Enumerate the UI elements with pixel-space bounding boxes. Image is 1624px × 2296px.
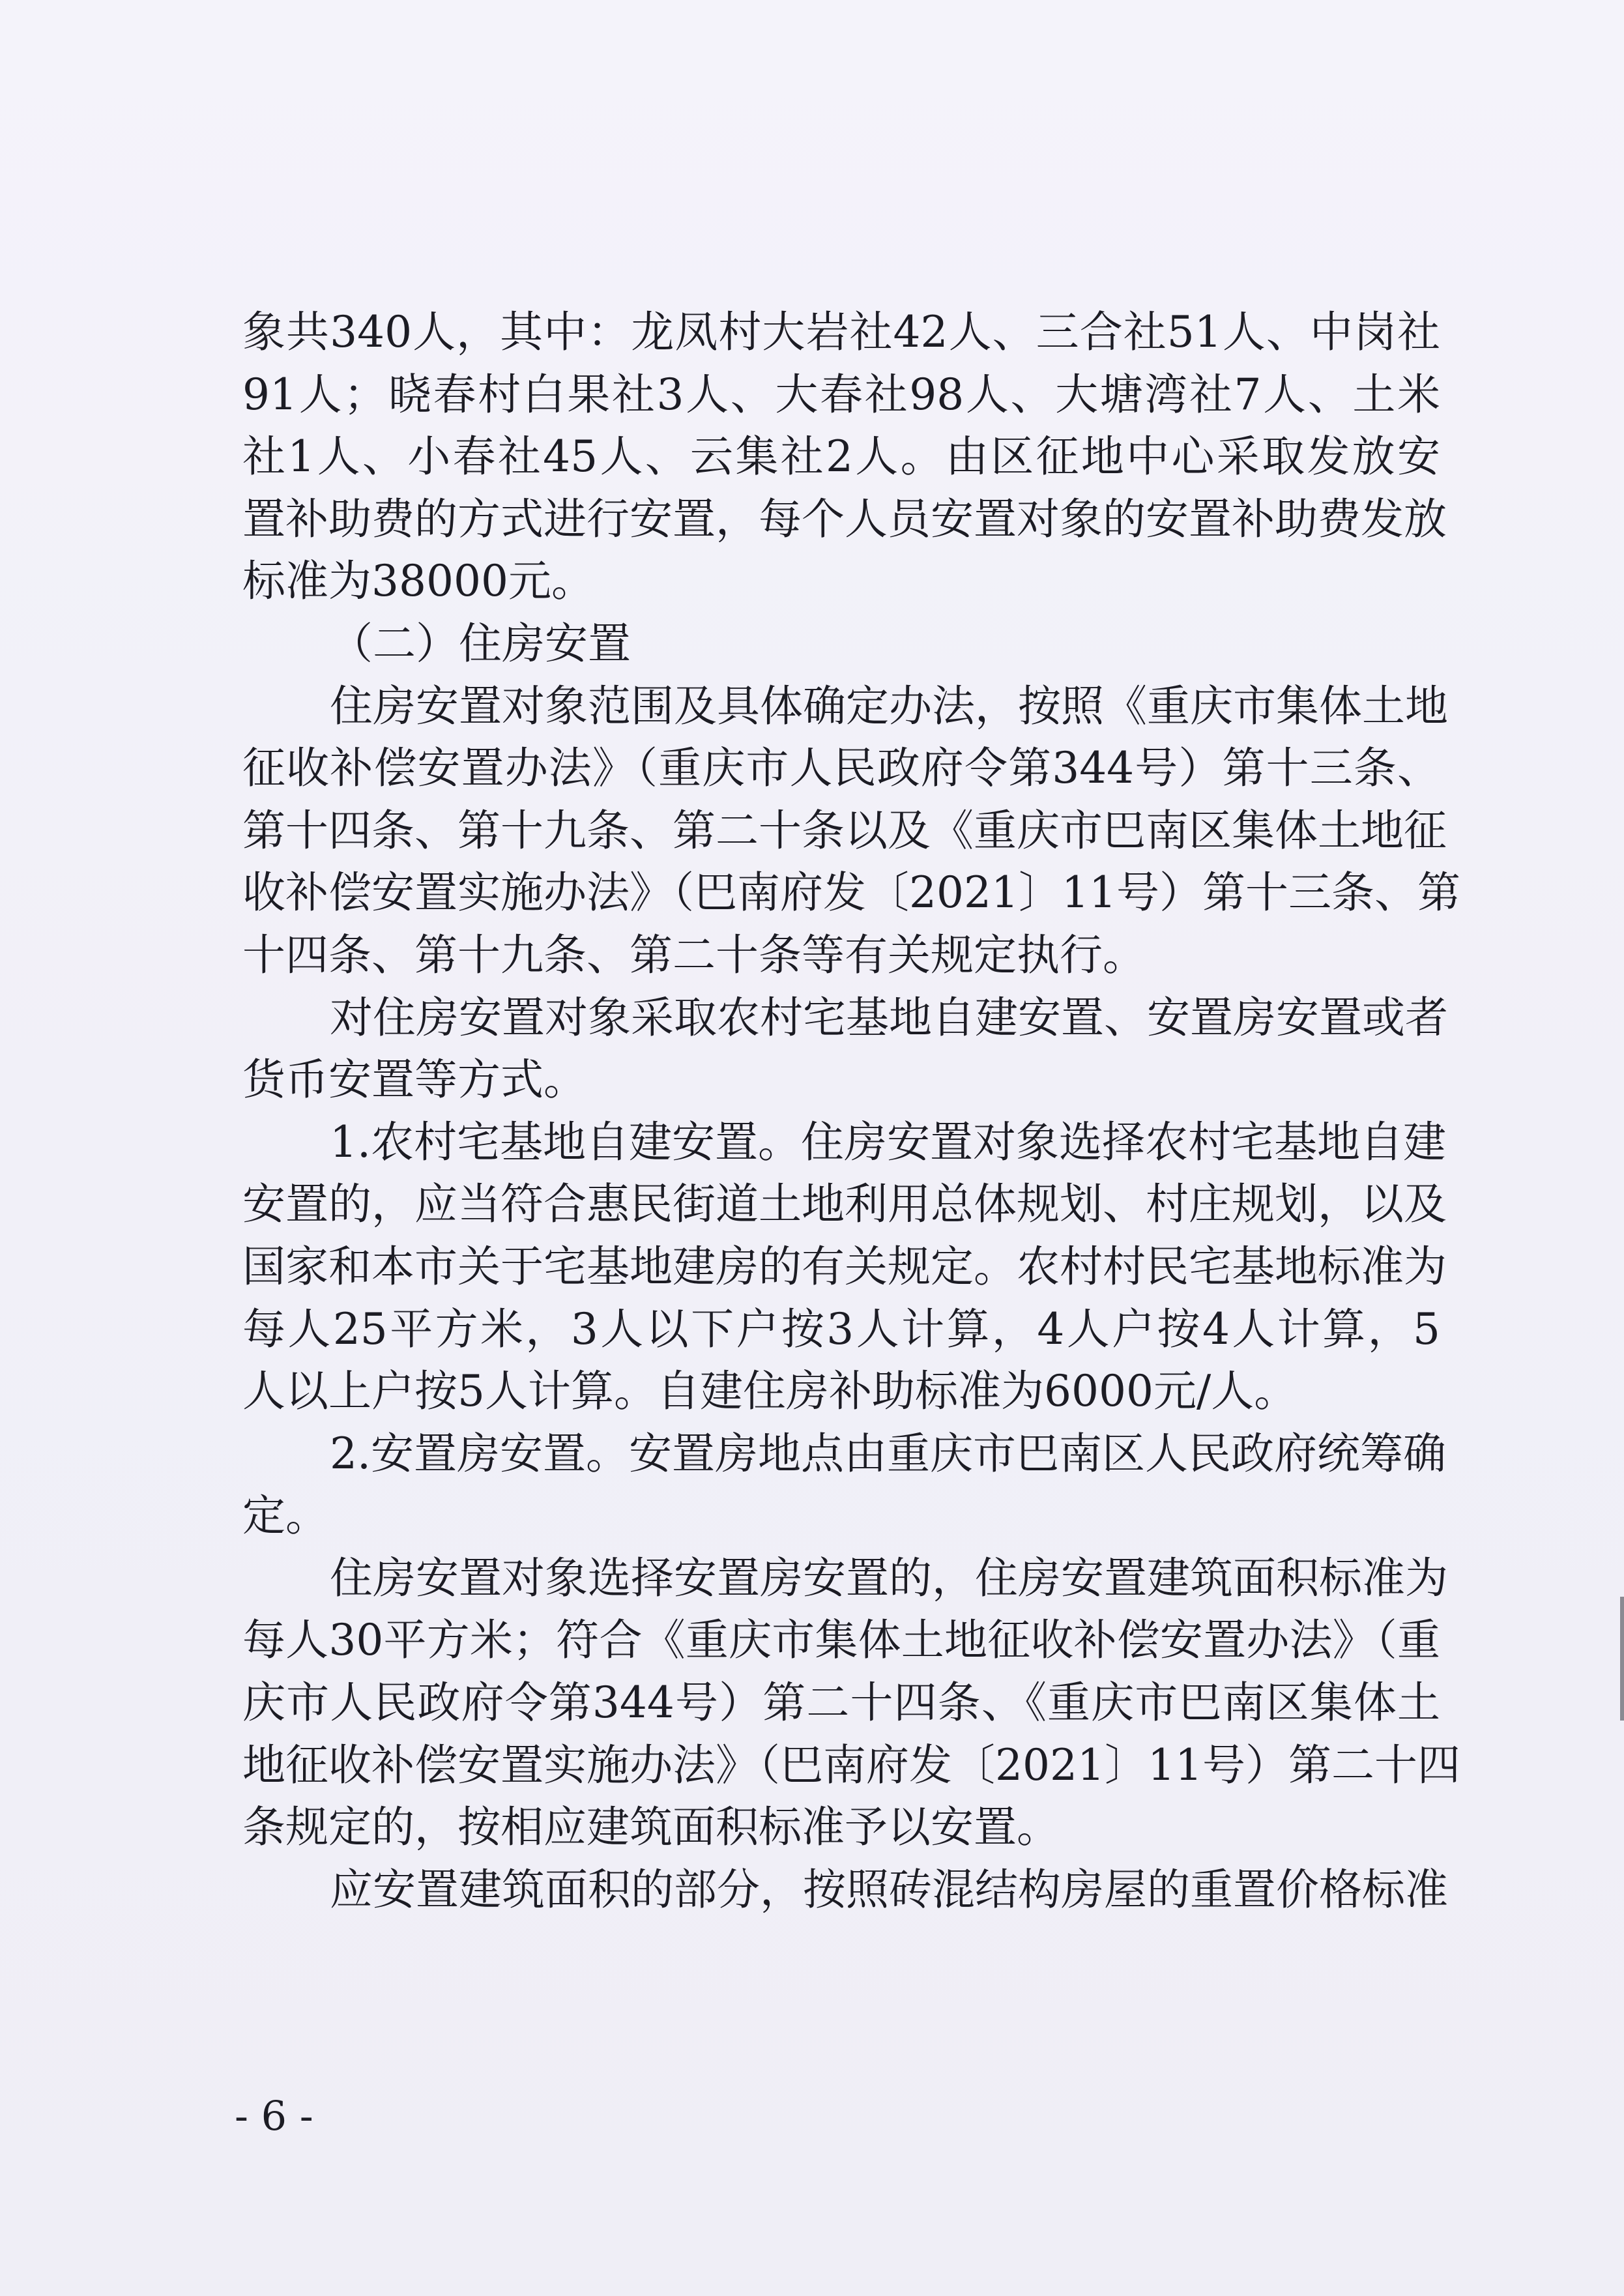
text-line: 条规定的，按相应建筑面积标准予以安置。 — [242, 1802, 1060, 1853]
text-line: 国家和本市关于宅基地建房的有关规定。农村村民宅基地标准为 — [242, 1241, 1447, 1292]
scan-edge-mark — [1620, 1597, 1624, 1721]
text-line: 标准为38000元。 — [242, 556, 594, 607]
text-line: 十四条、第十九条、第二十条等有关规定执行。 — [242, 929, 1146, 980]
text-line: 住房安置对象选择安置房安置的，住房安置建筑面积标准为 — [330, 1552, 1448, 1603]
text-line: 安置的，应当符合惠民街道土地利用总体规划、村庄规划，以及 — [242, 1179, 1447, 1230]
text-line: 社1人、小春社45人、云集社2人。由区征地中心采取发放安 — [242, 431, 1440, 482]
text-line: 每人30平方米；符合《重庆市集体土地征收补偿安置办法》（重 — [242, 1615, 1440, 1666]
text-line: 定。 — [242, 1490, 328, 1541]
text-line: 对住房安置对象采取农村宅基地自建安置、安置房安置或者 — [330, 992, 1448, 1043]
text-line: 征收补偿安置办法》（重庆市人民政府令第344号）第十三条、 — [242, 743, 1440, 794]
text-line: 2.安置房安置。安置房地点由重庆市巴南区人民政府统筹确 — [330, 1428, 1446, 1479]
body-text — [242, 301, 1460, 1921]
text-line: 收补偿安置实施办法》（巴南府发〔2021〕11号）第十三条、第 — [242, 867, 1460, 918]
text-line: 人以上户按5人计算。自建住房补助标准为6000元/人。 — [242, 1366, 1298, 1417]
text-line: 住房安置对象范围及具体确定办法，按照《重庆市集体土地 — [330, 680, 1448, 731]
page-number: - 6 - — [235, 2092, 313, 2140]
text-line: 象共340人，其中：龙凤村大岩社42人、三合社51人、中岗社 — [242, 307, 1440, 357]
text-line: 91人；晓春村白果社3人、大春社98人、大塘湾社7人、土米 — [242, 369, 1440, 420]
text-line: 货币安置等方式。 — [242, 1054, 587, 1105]
text-line: 1.农村宅基地自建安置。住房安置对象选择农村宅基地自建 — [330, 1116, 1446, 1167]
text-line: 地征收补偿安置实施办法》（巴南府发〔2021〕11号）第二十四 — [242, 1739, 1460, 1790]
text-line: 应安置建筑面积的部分，按照砖混结构房屋的重置价格标准 — [330, 1864, 1448, 1915]
text-line: 第十四条、第十九条、第二十条以及《重庆市巴南区集体土地征 — [242, 805, 1447, 856]
text-line: 置补助费的方式进行安置，每个人员安置对象的安置补助费发放 — [242, 493, 1447, 544]
section-heading: （二）住房安置 — [330, 618, 631, 669]
text-line: 庆市人民政府令第344号）第二十四条、《重庆市巴南区集体土 — [242, 1678, 1440, 1728]
text-line: 每人25平方米，3人以下户按3人计算，4人户按4人计算，5 — [242, 1303, 1440, 1354]
